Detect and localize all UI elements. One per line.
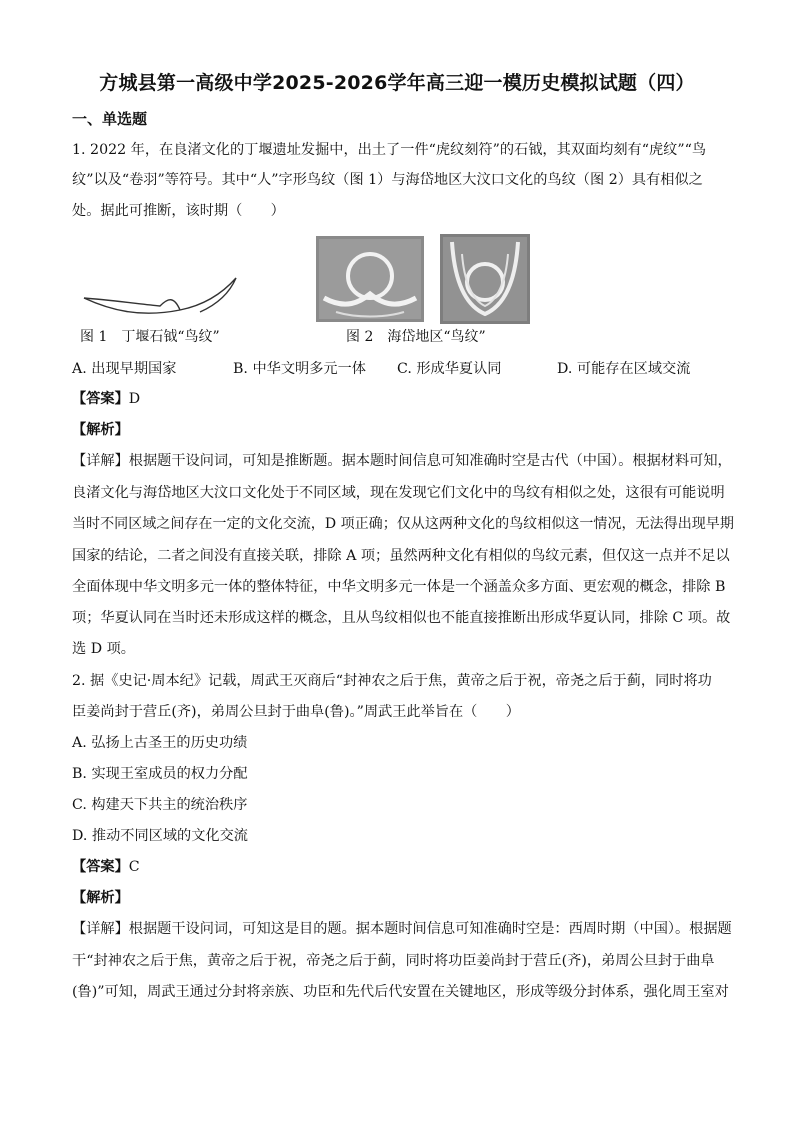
q2-detail-line: 干“封神农之后于焦，黄帝之后于祝，帝尧之后于蓟，同时将功臣姜尚封于营丘(齐)，弟周公旦封于曲阜 (72, 953, 715, 969)
answer-label: 【答案】 (72, 859, 129, 875)
q1-detail-line: 国家的结论，二者之间没有直接关联，排除 A 项；虽然两种文化有相似的鸟纹元素，但仅这一点并不足以 (72, 548, 730, 564)
q2-option-b[interactable]: B. 实现王室成员的权力分配 (72, 766, 248, 782)
q1-analysis-label: 【解析】 (72, 422, 129, 438)
q1-option-b[interactable]: B. 中华文明多元一体 (233, 361, 366, 377)
q1-detail-line: 当时不同区域之间存在一定的文化交流，D 项正确；仅从这两种文化的鸟纹相似这一情况，无法得出现早期 (72, 516, 734, 532)
q1-detail-line: 良渚文化与海岱地区大汶口文化处于不同区域，现在发现它们文化中的鸟纹有相似之处，这很有可能说明 (72, 485, 725, 501)
q1-detail-line: 项；华夏认同在当时还未形成这样的概念，且从鸟纹相似也不能直接推断出形成华夏认同，排除 C 项。故 (72, 610, 731, 626)
q2-detail-line: (鲁)”可知，周武王通过分封将亲族、功臣和先代后代安置在关键地区，形成等级分封体系，强化周王室对 (72, 984, 729, 1000)
q1-option-d[interactable]: D. 可能存在区域交流 (557, 361, 691, 377)
q2-answer (72, 857, 140, 877)
q1-stem-line: 处。据此可推断，该时期（ ） (72, 203, 285, 219)
q1-stem-line: 1. 2022 年，在良渚文化的丁堰遗址发掘中，出土了一件“虎纹刻符”的石钺，其双面均刻有“虎纹”“鸟 (72, 142, 707, 158)
figure-1-caption: 图 1 丁堰石钺“鸟纹” (80, 329, 220, 345)
q2-option-c[interactable]: C. 构建天下共主的统治秩序 (72, 797, 248, 813)
q2-detail-line: 【详解】根据题干设问词，可知这是目的题。据本题时间信息可知准确时空是：西周时期（中国）。根据题 (72, 921, 732, 937)
q2-stem-line: 2. 据《史记·周本纪》记载，周武王灭商后“封神农之后于焦，黄帝之后于祝，帝尧之后于蓟，同时将功 (72, 673, 712, 689)
q1-detail-line: 【详解】根据题干设问词，可知是推断题。据本题时间信息可知准确时空是古代（中国）。根据材料可知， (72, 453, 732, 469)
q2-analysis-label: 【解析】 (72, 890, 129, 906)
answer-value: C (128, 859, 140, 875)
figure-2b-rubbing (440, 234, 530, 324)
q1-option-c[interactable]: C. 形成华夏认同 (397, 361, 502, 377)
q1-answer (72, 389, 140, 409)
q1-detail-line: 选 D 项。 (72, 641, 135, 657)
section-heading: 一、单选题 (72, 110, 148, 128)
answer-label: 【答案】 (72, 391, 129, 407)
figure-2a-rubbing (316, 236, 424, 322)
page-title: 方城县第一高级中学2025-2026学年高三迎一模历史模拟试题（四） (99, 72, 695, 94)
q1-stem-line: 纹”以及“卷羽”等符号。其中“人”字形鸟纹（图 1）与海岱地区大汶口文化的鸟纹（图 2）具有相似之 (72, 172, 703, 188)
q2-option-d[interactable]: D. 推动不同区域的文化交流 (72, 828, 248, 844)
q1-option-a[interactable]: A. 出现早期国家 (72, 361, 177, 377)
answer-value: D (128, 391, 141, 407)
q2-option-a[interactable]: A. 弘扬上古圣王的历史功绩 (72, 735, 248, 751)
figure-2-caption: 图 2 海岱地区“鸟纹” (346, 329, 486, 345)
figure-1-bird-motif (80, 270, 240, 320)
q1-detail-line: 全面体现中华文明多元一体的整体特征，中华文明多元一体是一个涵盖众多方面、更宏观的概念，排除 B (72, 579, 726, 595)
q2-stem-line: 臣姜尚封于营丘(齐)，弟周公旦封于曲阜(鲁)。”周武王此举旨在（ ） (72, 704, 520, 720)
